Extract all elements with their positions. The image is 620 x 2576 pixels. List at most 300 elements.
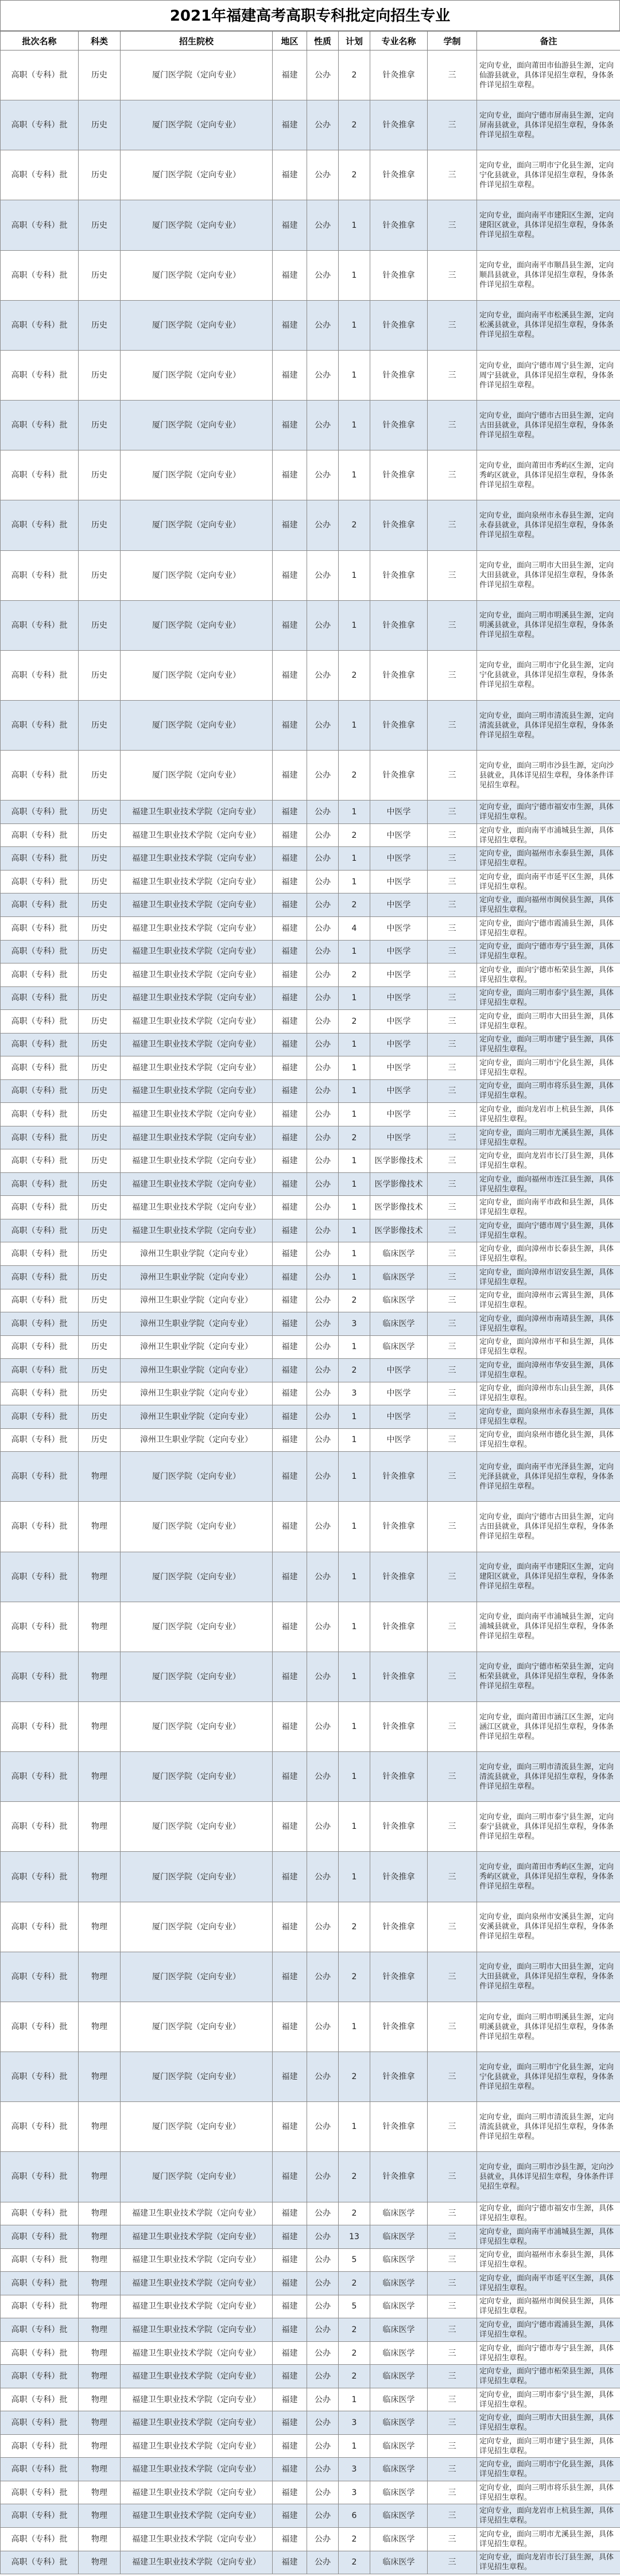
cell-major: 针灸推拿 (370, 1552, 428, 1602)
cell-type: 公办 (307, 1502, 339, 1552)
cell-category: 物理 (79, 2504, 121, 2528)
cell-batch: 高职（专科）批 (1, 963, 79, 987)
cell-type: 公办 (307, 350, 339, 400)
cell-school: 福建卫生职业技术学院（定向专业） (121, 801, 273, 824)
cell-region: 福建 (273, 986, 307, 1010)
cell-batch: 高职（专科）批 (1, 2551, 79, 2574)
cell-category: 历史 (79, 450, 121, 500)
cell-years: 三 (428, 701, 477, 751)
cell-plan: 1 (339, 350, 370, 400)
cell-type: 公办 (307, 1602, 339, 1652)
cell-years: 三 (428, 1079, 477, 1103)
cell-plan: 2 (339, 2202, 370, 2225)
cell-type: 公办 (307, 1265, 339, 1289)
cell-notes: 定向专业，面向福州市连江县生源，具体详见招生章程。 (477, 1172, 620, 1196)
cell-plan: 2 (339, 1902, 370, 1952)
cell-type: 公办 (307, 2295, 339, 2318)
cell-school: 福建卫生职业技术学院（定向专业） (121, 2458, 273, 2481)
cell-notes: 定向专业，面向宁德市屏南县生源，定向屏南县就业，具体详见招生章程，身体条件详见招生章程。 (477, 100, 620, 150)
cell-major: 针灸推拿 (370, 450, 428, 500)
cell-type: 公办 (307, 550, 339, 600)
table-row (1, 1902, 620, 1952)
table-row (1, 2481, 620, 2504)
cell-major: 针灸推拿 (370, 2102, 428, 2152)
cell-region: 福建 (273, 1382, 307, 1405)
cell-type: 公办 (307, 1452, 339, 1502)
cell-type: 公办 (307, 1802, 339, 1852)
cell-school: 漳州卫生职业学院（定向专业） (121, 1428, 273, 1452)
cell-type: 公办 (307, 1852, 339, 1902)
cell-category: 历史 (79, 100, 121, 150)
cell-years: 三 (428, 550, 477, 600)
cell-plan: 1 (339, 600, 370, 650)
cell-school: 厦门医学院（定向专业） (121, 550, 273, 600)
cell-region: 福建 (273, 1405, 307, 1429)
cell-major: 临床医学 (370, 2365, 428, 2388)
cell-school: 福建卫生职业技术学院（定向专业） (121, 2388, 273, 2411)
cell-major: 中医学 (370, 823, 428, 847)
cell-batch: 高职（专科）批 (1, 823, 79, 847)
table-row (1, 2318, 620, 2342)
cell-plan: 2 (339, 963, 370, 987)
header-plan: 计划 (339, 32, 370, 50)
cell-school: 厦门医学院（定向专业） (121, 1852, 273, 1902)
cell-notes: 定向专业，面向泉州市永春县生源，具体详见招生章程。 (477, 1405, 620, 1429)
cell-plan: 2 (339, 2551, 370, 2574)
table-row (1, 1552, 620, 1602)
cell-region: 福建 (273, 2504, 307, 2528)
cell-plan: 2 (339, 2052, 370, 2102)
cell-batch: 高职（专科）批 (1, 1149, 79, 1173)
table-row (1, 1802, 620, 1852)
table-row (1, 1289, 620, 1312)
cell-type: 公办 (307, 100, 339, 150)
cell-notes: 定向专业，面向莆田市涵江区生源，定向涵江区就业，具体详见招生章程，身体条件详见招生章程。 (477, 1702, 620, 1752)
cell-type: 公办 (307, 893, 339, 917)
cell-batch: 高职（专科）批 (1, 2152, 79, 2202)
cell-notes: 定向专业，面向龙岩市上杭县生源，具体详见招生章程。 (477, 1103, 620, 1126)
table-row (1, 350, 620, 400)
cell-school: 厦门医学院（定向专业） (121, 350, 273, 400)
table-row (1, 1502, 620, 1552)
cell-years: 三 (428, 2318, 477, 2342)
table-row (1, 1079, 620, 1103)
table-row (1, 1172, 620, 1196)
cell-batch: 高职（专科）批 (1, 650, 79, 700)
cell-type: 公办 (307, 2434, 339, 2458)
cell-school: 厦门医学院（定向专业） (121, 1452, 273, 1502)
cell-school: 厦门医学院（定向专业） (121, 1902, 273, 1952)
table-row (1, 847, 620, 871)
cell-plan: 2 (339, 2365, 370, 2388)
cell-school: 厦门医学院（定向专业） (121, 150, 273, 200)
cell-category: 历史 (79, 870, 121, 893)
cell-batch: 高职（专科）批 (1, 550, 79, 600)
cell-batch: 高职（专科）批 (1, 847, 79, 871)
cell-plan: 1 (339, 986, 370, 1010)
cell-years: 三 (428, 350, 477, 400)
cell-years: 三 (428, 1902, 477, 1952)
table-row (1, 1242, 620, 1266)
cell-notes: 定向专业，面向三明市宁化县生源，定向宁化县就业，具体详见招生章程，身体条件详见招生章程。 (477, 2052, 620, 2102)
cell-plan: 3 (339, 1382, 370, 1405)
cell-years: 三 (428, 2388, 477, 2411)
cell-school: 漳州卫生职业学院（定向专业） (121, 1265, 273, 1289)
cell-region: 福建 (273, 701, 307, 751)
cell-notes: 定向专业，面向南平市顺昌县生源，定向顺昌县就业，具体详见招生章程，身体条件详见招生章程。 (477, 250, 620, 300)
cell-major: 针灸推拿 (370, 50, 428, 100)
cell-category: 历史 (79, 1010, 121, 1033)
cell-notes: 定向专业，面向莆田市秀屿区生源，定向秀屿区就业，具体详见招生章程，身体条件详见招生章程。 (477, 450, 620, 500)
table-row (1, 2528, 620, 2551)
cell-major: 中医学 (370, 1056, 428, 1080)
cell-batch: 高职（专科）批 (1, 1452, 79, 1502)
cell-school: 厦门医学院（定向专业） (121, 1502, 273, 1552)
cell-category: 历史 (79, 1382, 121, 1405)
cell-batch: 高职（专科）批 (1, 600, 79, 650)
cell-school: 厦门医学院（定向专业） (121, 2052, 273, 2102)
cell-region: 福建 (273, 1752, 307, 1802)
cell-years: 三 (428, 1552, 477, 1602)
cell-notes: 定向专业，面向三明市将乐县生源，具体详见招生章程。 (477, 2481, 620, 2504)
cell-major: 临床医学 (370, 2341, 428, 2365)
cell-region: 福建 (273, 2411, 307, 2435)
cell-batch: 高职（专科）批 (1, 870, 79, 893)
cell-batch: 高职（专科）批 (1, 1502, 79, 1552)
cell-major: 针灸推拿 (370, 401, 428, 450)
cell-type: 公办 (307, 1312, 339, 1336)
table-row (1, 2002, 620, 2052)
cell-major: 中医学 (370, 1428, 428, 1452)
cell-school: 福建卫生职业技术学院（定向专业） (121, 2434, 273, 2458)
cell-region: 福建 (273, 893, 307, 917)
cell-category: 历史 (79, 1172, 121, 1196)
table-row (1, 870, 620, 893)
cell-notes: 定向专业，面向漳州市平和县生源，具体详见招生章程。 (477, 1335, 620, 1359)
cell-batch: 高职（专科）批 (1, 2002, 79, 2052)
cell-school: 福建卫生职业技术学院（定向专业） (121, 2528, 273, 2551)
cell-years: 三 (428, 2481, 477, 2504)
table-row (1, 823, 620, 847)
cell-batch: 高职（专科）批 (1, 1079, 79, 1103)
cell-batch: 高职（专科）批 (1, 1033, 79, 1056)
cell-school: 厦门医学院（定向专业） (121, 450, 273, 500)
cell-plan: 1 (339, 1033, 370, 1056)
cell-type: 公办 (307, 1033, 339, 1056)
header-major: 专业名称 (370, 32, 428, 50)
cell-school: 福建卫生职业技术学院（定向专业） (121, 1103, 273, 1126)
cell-batch: 高职（专科）批 (1, 986, 79, 1010)
cell-school: 福建卫生职业技术学院（定向专业） (121, 917, 273, 941)
cell-type: 公办 (307, 2551, 339, 2574)
table-row (1, 650, 620, 700)
cell-region: 福建 (273, 940, 307, 963)
cell-region: 福建 (273, 1103, 307, 1126)
cell-plan: 1 (339, 450, 370, 500)
cell-type: 公办 (307, 1652, 339, 1701)
cell-major: 医学影像技术 (370, 1149, 428, 1173)
cell-major: 中医学 (370, 940, 428, 963)
cell-school: 福建卫生职业技术学院（定向专业） (121, 2295, 273, 2318)
cell-type: 公办 (307, 2318, 339, 2342)
cell-plan: 1 (339, 1602, 370, 1652)
cell-school: 福建卫生职业技术学院（定向专业） (121, 1010, 273, 1033)
cell-region: 福建 (273, 650, 307, 700)
cell-category: 历史 (79, 1359, 121, 1382)
cell-major: 针灸推拿 (370, 500, 428, 550)
cell-school: 福建卫生职业技术学院（定向专业） (121, 963, 273, 987)
cell-type: 公办 (307, 500, 339, 550)
table-row (1, 450, 620, 500)
cell-batch: 高职（专科）批 (1, 250, 79, 300)
cell-category: 物理 (79, 2551, 121, 2574)
cell-school: 福建卫生职业技术学院（定向专业） (121, 870, 273, 893)
cell-school: 厦门医学院（定向专业） (121, 250, 273, 300)
cell-type: 公办 (307, 847, 339, 871)
table-row (1, 1452, 620, 1502)
cell-region: 福建 (273, 2551, 307, 2574)
cell-plan: 1 (339, 1702, 370, 1752)
cell-plan: 1 (339, 940, 370, 963)
cell-plan: 1 (339, 1265, 370, 1289)
cell-plan: 1 (339, 1752, 370, 1802)
cell-category: 历史 (79, 1428, 121, 1452)
cell-category: 历史 (79, 250, 121, 300)
cell-school: 福建卫生职业技术学院（定向专业） (121, 2481, 273, 2504)
cell-notes: 定向专业，面向三明市大田县生源，定向大田县就业，具体详见招生章程，身体条件详见招生章程。 (477, 550, 620, 600)
cell-notes: 定向专业，面向三明市清流县生源，定向清流县就业，具体详见招生章程，身体条件详见招生章程。 (477, 701, 620, 751)
cell-category: 历史 (79, 401, 121, 450)
cell-type: 公办 (307, 1126, 339, 1149)
cell-years: 三 (428, 1852, 477, 1902)
cell-batch: 高职（专科）批 (1, 1382, 79, 1405)
cell-category: 历史 (79, 1242, 121, 1266)
table-row (1, 1405, 620, 1429)
cell-category: 历史 (79, 350, 121, 400)
cell-batch: 高职（专科）批 (1, 1242, 79, 1266)
cell-category: 物理 (79, 2411, 121, 2435)
cell-plan: 1 (339, 1172, 370, 1196)
table-row (1, 2225, 620, 2249)
table-row (1, 1952, 620, 2002)
cell-type: 公办 (307, 2225, 339, 2249)
cell-plan: 1 (339, 1452, 370, 1502)
cell-region: 福建 (273, 2052, 307, 2102)
cell-category: 物理 (79, 2434, 121, 2458)
cell-type: 公办 (307, 823, 339, 847)
cell-type: 公办 (307, 1079, 339, 1103)
cell-notes: 定向专业，面向三明市沙县生源，定向沙县就业，具体详见招生章程，身体条件详见招生章程。 (477, 2152, 620, 2202)
cell-type: 公办 (307, 600, 339, 650)
cell-school: 福建卫生职业技术学院（定向专业） (121, 2551, 273, 2574)
cell-years: 三 (428, 893, 477, 917)
cell-school: 厦门医学院（定向专业） (121, 100, 273, 150)
cell-region: 福建 (273, 550, 307, 600)
cell-category: 历史 (79, 500, 121, 550)
table-row (1, 1335, 620, 1359)
cell-batch: 高职（专科）批 (1, 1219, 79, 1242)
table-row (1, 940, 620, 963)
table-row (1, 2152, 620, 2202)
cell-notes: 定向专业，面向三明市将乐县生源，具体详见招生章程。 (477, 1079, 620, 1103)
cell-school: 福建卫生职业技术学院（定向专业） (121, 986, 273, 1010)
cell-type: 公办 (307, 801, 339, 824)
cell-type: 公办 (307, 1752, 339, 1802)
cell-major: 中医学 (370, 917, 428, 941)
cell-years: 三 (428, 1103, 477, 1126)
cell-major: 中医学 (370, 1126, 428, 1149)
table-row (1, 1219, 620, 1242)
table-row (1, 801, 620, 824)
cell-years: 三 (428, 1196, 477, 1219)
cell-notes: 定向专业，面向南平市延平区生源，具体详见招生章程。 (477, 870, 620, 893)
cell-school: 福建卫生职业技术学院（定向专业） (121, 847, 273, 871)
cell-years: 三 (428, 200, 477, 250)
cell-notes: 定向专业，面向宁德市古田县生源，定向古田县就业，具体详见招生章程，身体条件详见招生章程。 (477, 401, 620, 450)
cell-notes: 定向专业，面向三明市清流县生源，定向清流县就业，具体详见招生章程，身体条件详见招生章程。 (477, 2102, 620, 2152)
cell-school: 厦门医学院（定向专业） (121, 650, 273, 700)
cell-major: 医学影像技术 (370, 1219, 428, 1242)
cell-plan: 3 (339, 2458, 370, 2481)
cell-notes: 定向专业，面向南平市建阳区生源，定向建阳区就业，具体详见招生章程，身体条件详见招生章程。 (477, 200, 620, 250)
cell-notes: 定向专业，面向龙岩市上杭县生源，具体详见招生章程。 (477, 2504, 620, 2528)
cell-region: 福建 (273, 1010, 307, 1033)
cell-region: 福建 (273, 2365, 307, 2388)
cell-notes: 定向专业，面向南平市浦城县生源，具体详见招生章程。 (477, 2225, 620, 2249)
cell-notes: 定向专业，面向宁德市古田县生源，定向古田县就业，具体详见招生章程，身体条件详见招生章程。 (477, 1502, 620, 1552)
table-row (1, 100, 620, 150)
cell-school: 福建卫生职业技术学院（定向专业） (121, 2272, 273, 2295)
cell-school: 福建卫生职业技术学院（定向专业） (121, 1033, 273, 1056)
cell-plan: 1 (339, 2434, 370, 2458)
cell-category: 历史 (79, 917, 121, 941)
cell-notes: 定向专业，面向宁德市寿宁县生源，具体详见招生章程。 (477, 2341, 620, 2365)
cell-school: 厦门医学院（定向专业） (121, 701, 273, 751)
table-row (1, 50, 620, 100)
cell-plan: 1 (339, 1219, 370, 1242)
cell-batch: 高职（专科）批 (1, 150, 79, 200)
cell-school: 福建卫生职业技术学院（定向专业） (121, 2318, 273, 2342)
cell-major: 临床医学 (370, 2458, 428, 2481)
cell-region: 福建 (273, 150, 307, 200)
cell-batch: 高职（专科）批 (1, 2458, 79, 2481)
cell-notes: 定向专业，面向三明市明溪县生源，定向明溪县就业，具体详见招生章程，身体条件详见招生章程。 (477, 2002, 620, 2052)
cell-major: 针灸推拿 (370, 100, 428, 150)
cell-school: 漳州卫生职业学院（定向专业） (121, 1242, 273, 1266)
cell-region: 福建 (273, 250, 307, 300)
cell-school: 福建卫生职业技术学院（定向专业） (121, 1149, 273, 1173)
cell-plan: 1 (339, 401, 370, 450)
cell-major: 临床医学 (370, 2528, 428, 2551)
cell-years: 三 (428, 2341, 477, 2365)
cell-batch: 高职（专科）批 (1, 401, 79, 450)
table-row (1, 1265, 620, 1289)
cell-category: 历史 (79, 200, 121, 250)
cell-years: 三 (428, 1428, 477, 1452)
cell-notes: 定向专业，面向南平市浦城县生源，定向浦城县就业，具体详见招生章程，身体条件详见招生章程。 (477, 1602, 620, 1652)
cell-category: 物理 (79, 1602, 121, 1652)
table-row (1, 701, 620, 751)
cell-category: 物理 (79, 1752, 121, 1802)
cell-major: 针灸推拿 (370, 650, 428, 700)
cell-plan: 2 (339, 500, 370, 550)
cell-years: 三 (428, 1033, 477, 1056)
cell-region: 福建 (273, 500, 307, 550)
cell-batch: 高职（专科）批 (1, 701, 79, 751)
cell-batch: 高职（专科）批 (1, 2434, 79, 2458)
cell-batch: 高职（专科）批 (1, 1752, 79, 1802)
cell-batch: 高职（专科）批 (1, 300, 79, 350)
cell-years: 三 (428, 1149, 477, 1173)
cell-years: 三 (428, 870, 477, 893)
cell-plan: 1 (339, 1652, 370, 1701)
cell-school: 漳州卫生职业学院（定向专业） (121, 1359, 273, 1382)
cell-type: 公办 (307, 2341, 339, 2365)
cell-category: 历史 (79, 150, 121, 200)
table-row (1, 986, 620, 1010)
cell-batch: 高职（专科）批 (1, 2481, 79, 2504)
cell-category: 物理 (79, 1902, 121, 1952)
cell-category: 历史 (79, 1126, 121, 1149)
cell-school: 福建卫生职业技术学院（定向专业） (121, 2411, 273, 2435)
cell-category: 物理 (79, 1452, 121, 1502)
cell-years: 三 (428, 2295, 477, 2318)
cell-region: 福建 (273, 1502, 307, 1552)
cell-plan: 2 (339, 2341, 370, 2365)
cell-category: 历史 (79, 1149, 121, 1173)
cell-major: 针灸推拿 (370, 1652, 428, 1701)
cell-notes: 定向专业，面向三明市沙县生源，定向沙县就业，具体详见招生章程，身体条件详见招生章程。 (477, 751, 620, 801)
cell-region: 福建 (273, 2481, 307, 2504)
cell-years: 三 (428, 50, 477, 100)
cell-plan: 1 (339, 870, 370, 893)
cell-major: 临床医学 (370, 2504, 428, 2528)
cell-batch: 高职（专科）批 (1, 1702, 79, 1752)
cell-school: 厦门医学院（定向专业） (121, 200, 273, 250)
cell-major: 临床医学 (370, 1312, 428, 1336)
table-row (1, 1702, 620, 1752)
cell-region: 福建 (273, 963, 307, 987)
cell-major: 针灸推拿 (370, 550, 428, 600)
cell-major: 针灸推拿 (370, 1802, 428, 1852)
cell-notes: 定向专业，面向南平市建阳区生源，定向建阳区就业，具体详见招生章程，身体条件详见招生章程。 (477, 1552, 620, 1602)
cell-category: 物理 (79, 2365, 121, 2388)
cell-type: 公办 (307, 986, 339, 1010)
cell-school: 福建卫生职业技术学院（定向专业） (121, 2248, 273, 2272)
cell-notes: 定向专业，面向宁德市福安市生源，具体详见招生章程。 (477, 2202, 620, 2225)
cell-notes: 定向专业，面向福州市永泰县生源，具体详见招生章程。 (477, 2248, 620, 2272)
cell-batch: 高职（专科）批 (1, 2528, 79, 2551)
cell-years: 三 (428, 1312, 477, 1336)
cell-region: 福建 (273, 1289, 307, 1312)
cell-notes: 定向专业，面向三明市宁化县生源，具体详见招生章程。 (477, 2458, 620, 2481)
cell-region: 福建 (273, 2248, 307, 2272)
cell-region: 福建 (273, 1359, 307, 1382)
cell-region: 福建 (273, 2434, 307, 2458)
cell-school: 漳州卫生职业学院（定向专业） (121, 1382, 273, 1405)
cell-plan: 1 (339, 1149, 370, 1173)
cell-type: 公办 (307, 963, 339, 987)
cell-major: 针灸推拿 (370, 1702, 428, 1752)
cell-notes: 定向专业，面向宁德市柘荣县生源，定向柘荣县就业，具体详见招生章程，身体条件详见招生章程。 (477, 1652, 620, 1701)
cell-notes: 定向专业，面向三明市清流县生源，定向清流县就业，具体详见招生章程，身体条件详见招生章程。 (477, 1752, 620, 1802)
cell-type: 公办 (307, 1902, 339, 1952)
cell-major: 临床医学 (370, 2295, 428, 2318)
cell-school: 福建卫生职业技术学院（定向专业） (121, 2504, 273, 2528)
cell-major: 针灸推拿 (370, 600, 428, 650)
cell-batch: 高职（专科）批 (1, 2295, 79, 2318)
cell-plan: 2 (339, 2272, 370, 2295)
